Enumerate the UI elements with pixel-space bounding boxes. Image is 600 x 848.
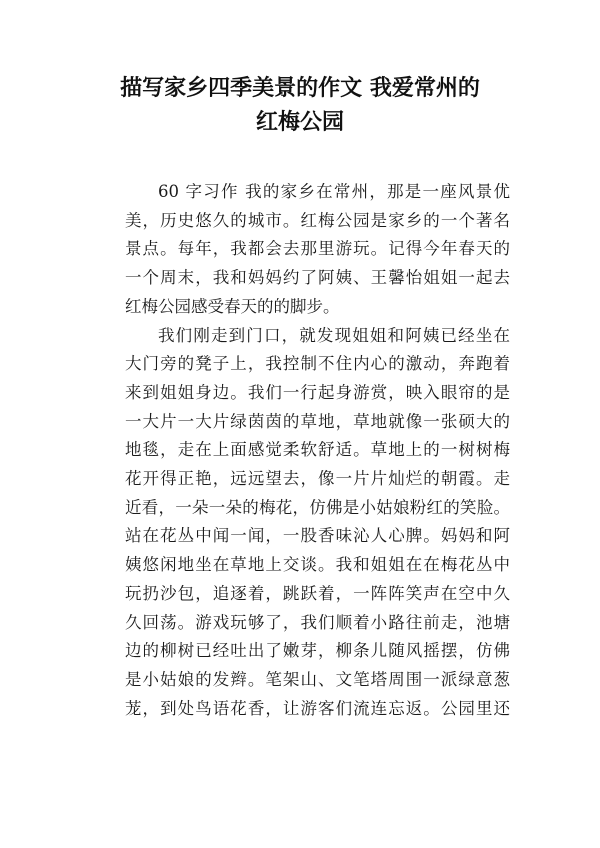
- title-line-2: 红梅公园: [255, 110, 344, 135]
- paragraph-line: 花开得正艳，远远望去，像一片片灿烂的朝霞。走: [125, 469, 510, 489]
- paragraph-1: [92, 178, 510, 322]
- title-line-1: 描写家乡四季美景的作文 我爱常州的: [120, 76, 480, 101]
- paragraph-line: 来到姐姐身边。我们一行起身游赏，映入眼帘的是: [125, 382, 510, 402]
- paragraph-line: 60 字习作 我的家乡在常州，那是一座风景优: [158, 182, 510, 201]
- paragraph-line: 久回荡。游戏玩够了，我们顺着小路往前走，池塘: [125, 612, 510, 632]
- paragraph-line: 美，历史悠久的城市。红梅公园是家乡的一个著名: [125, 210, 510, 230]
- paragraph-line: 我们刚走到门口，就发现姐姐和阿姨已经坐在: [158, 325, 510, 345]
- paragraph-line: 是小姑娘的发辫。笔架山、文笔塔周围一派绿意葱: [125, 669, 510, 689]
- document-title: [80, 72, 520, 140]
- paragraph-line: 红梅公园感受春天的的脚步。: [125, 296, 340, 316]
- paragraph-line: 玩扔沙包，追逐着，跳跃着，一阵阵笑声在空中久: [125, 583, 510, 603]
- paragraph-line: 景点。每年，我都会去那里游玩。记得今年春天的: [125, 239, 510, 259]
- paragraph-line: 姨悠闲地坐在草地上交谈。我和姐姐在在梅花丛中: [125, 555, 510, 575]
- document-body: [92, 178, 510, 723]
- paragraph-line: 站在花丛中闻一闻，一股香味沁人心脾。妈妈和阿: [125, 526, 510, 546]
- paragraph-line: 边的柳树已经吐出了嫩芽，柳条儿随风摇摆，仿佛: [125, 641, 510, 661]
- paragraph-line: 一个周末，我和妈妈约了阿姨、王馨怡姐姐一起去: [125, 268, 510, 288]
- paragraph-line: 近看，一朵一朵的梅花，仿佛是小姑娘粉红的笑脸。: [125, 497, 510, 517]
- paragraph-line: 一大片一大片绿茵茵的草地，草地就像一张硕大的: [125, 411, 510, 431]
- paragraph-line: 大门旁的凳子上，我控制不住内心的激动，奔跑着: [125, 354, 510, 374]
- paragraph-line: 地毯，走在上面感觉柔软舒适。草地上的一树树梅: [125, 440, 510, 460]
- paragraph-2: [92, 322, 510, 724]
- paragraph-line: 茏，到处鸟语花香，让游客们流连忘返。公园里还: [125, 698, 510, 718]
